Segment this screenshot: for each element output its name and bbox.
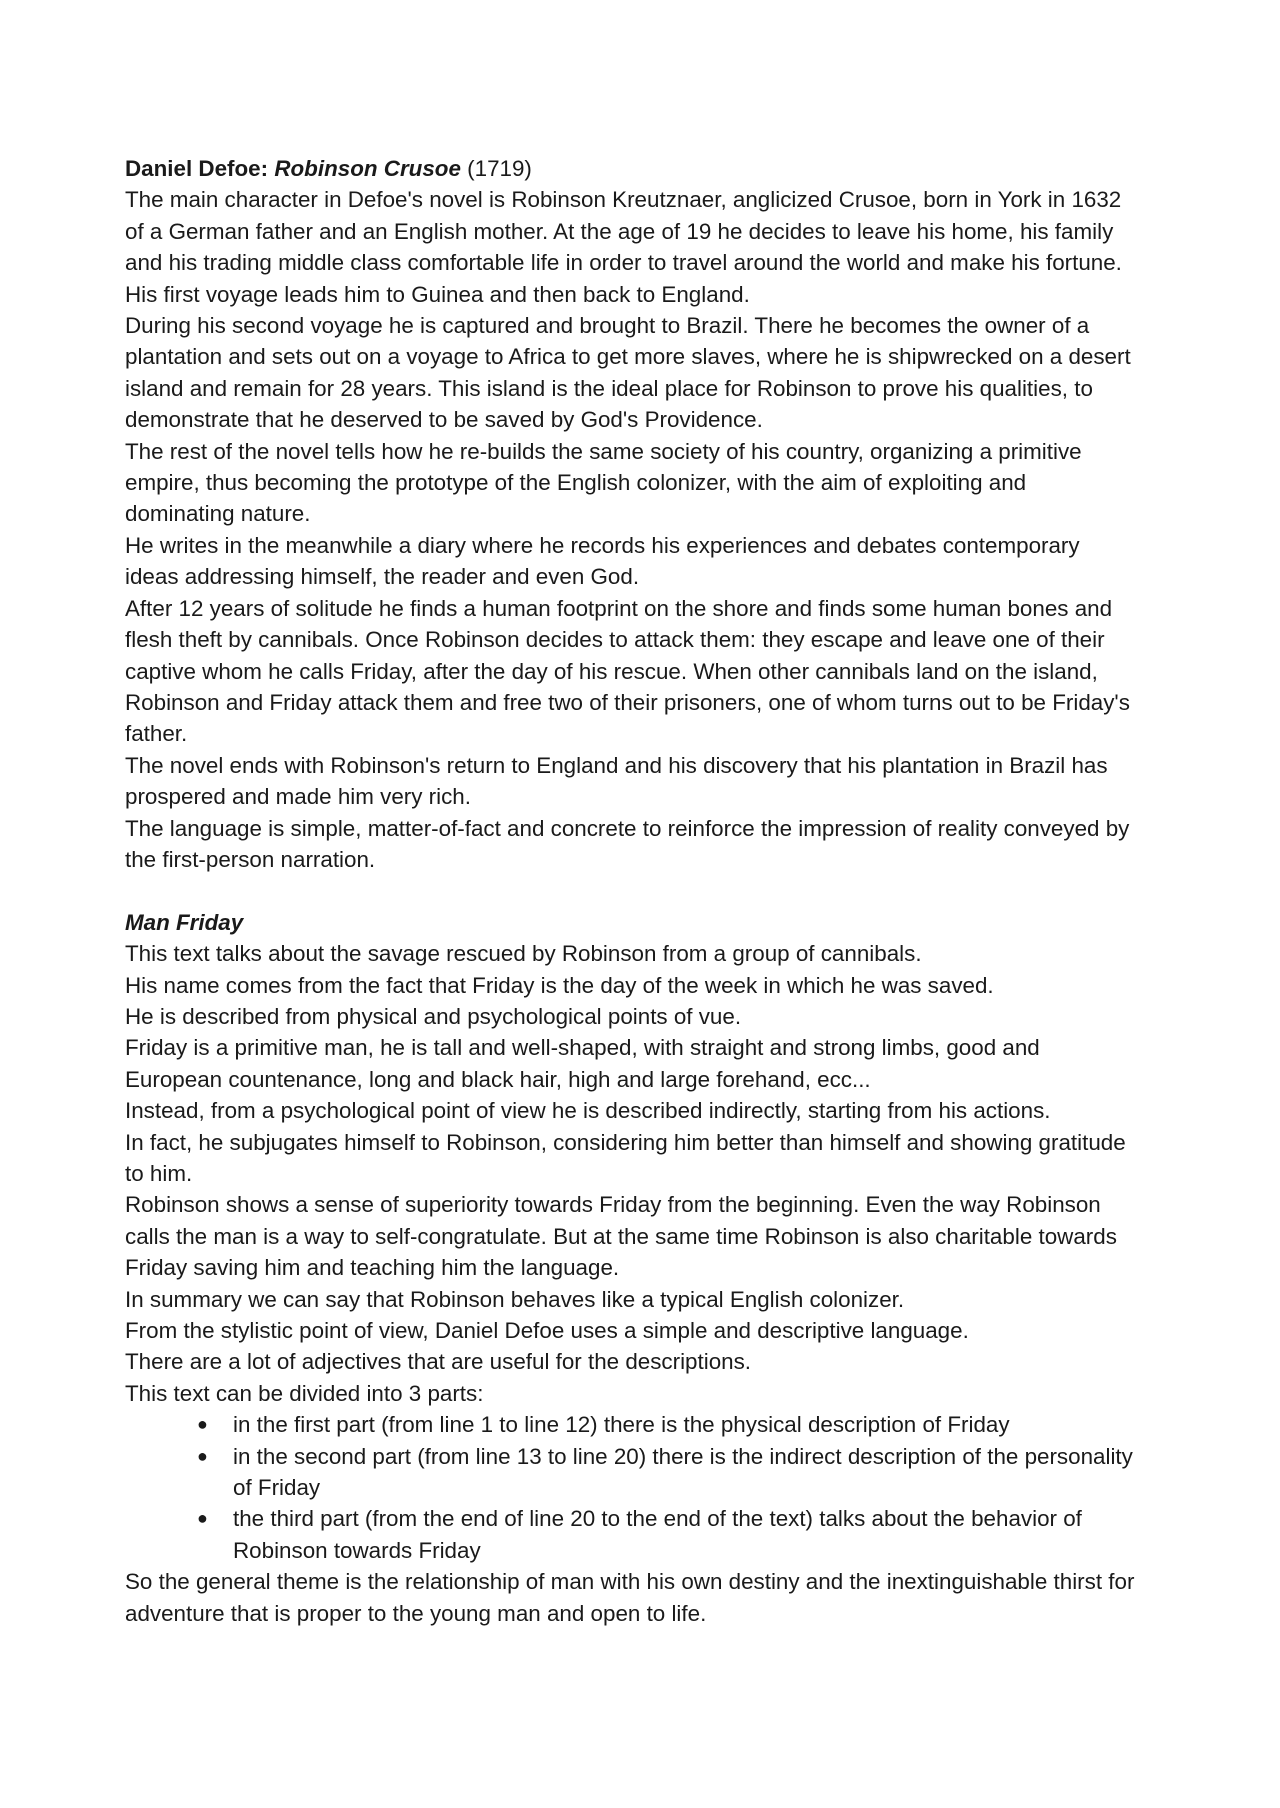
paragraph: In fact, he subjugates himself to Robinson, considering him better than himself and showing gratitude to him. [125, 1129, 1126, 1186]
paragraph: The rest of the novel tells how he re-builds the same society of his country, organizing a primitive empire, thus becoming the prototype of the English colonizer, with the aim of exploiting and dominating nature. [125, 438, 1082, 527]
list-item [125, 1503, 1135, 1566]
paragraph: Instead, from a psychological point of view he is described indirectly, starting from his actions. [125, 1098, 1051, 1124]
section-heading-man-friday: Man Friday [125, 909, 244, 935]
paragraph: From the stylistic point of view, Daniel Defoe uses a simple and descriptive language. [125, 1318, 969, 1344]
list-item-text: in the second part (from line 13 to line 20) there is the indirect description of the personality of Friday [233, 1443, 1133, 1501]
paragraph: His first voyage leads him to Guinea and then back to England. [125, 281, 750, 307]
blank-line [125, 875, 1135, 906]
conclusion-paragraph: So the general theme is the relationship of man with his own destiny and the inextinguishable thirst for adventure that is proper to the young man and open to life. [125, 1569, 1135, 1626]
paragraph: This text can be divided into 3 parts: [125, 1380, 484, 1406]
section-man-friday [125, 938, 1135, 1409]
parts-bullet-list [125, 1409, 1135, 1566]
heading-work-title: Robinson Crusoe [274, 156, 461, 181]
paragraph: Friday is a primitive man, he is tall and well-shaped, with straight and strong limbs, good and European countenance, long and black hair, high and large forehand, ecc... [125, 1035, 1040, 1092]
paragraph: After 12 years of solitude he finds a human footprint on the shore and finds some human bones and flesh theft by cannibals. Once Robinson decides to attack them: they escape and leave one of their captive whom he calls Friday, after the day of his rescue. When other cannibals land on the island, Robinson and Friday attack them and free two of their prisoners, one of whom turns out to be Friday's father. [125, 595, 1130, 747]
bullet-icon: ● [197, 1445, 208, 1466]
paragraph: His name comes from the fact that Friday is the day of the week in which he was saved. [125, 972, 994, 998]
paragraph: Robinson shows a sense of superiority towards Friday from the beginning. Even the way Robinson calls the man is a way to self-congratulate. But at the same time Robinson is also charitable towards Friday saving him and teaching him the language. [125, 1192, 1117, 1281]
document-heading [125, 153, 1135, 184]
list-item [125, 1441, 1135, 1504]
paragraph: There are a lot of adjectives that are useful for the descriptions. [125, 1349, 752, 1375]
paragraph: The language is simple, matter-of-fact and concrete to reinforce the impression of reality conveyed by the first-person narration. [125, 815, 1130, 872]
paragraph: In summary we can say that Robinson behaves like a typical English colonizer. [125, 1286, 905, 1312]
paragraph: During his second voyage he is captured and brought to Brazil. There he becomes the owner of a plantation and sets out on a voyage to Africa to get more slaves, where he is shipwrecked on a desert island and remain for 28 years. This island is the ideal place for Robinson to prove his qualities, to demonstrate that he deserved to be saved by God's Providence. [125, 313, 1131, 433]
paragraph: He is described from physical and psychological points of vue. [125, 1003, 742, 1029]
list-item [125, 1409, 1135, 1440]
paragraph: He writes in the meanwhile a diary where he records his experiences and debates contemporary ideas addressing himself, the reader and even God. [125, 532, 1080, 590]
heading-author: Daniel Defoe: [125, 156, 269, 181]
paragraph: This text talks about the savage rescued by Robinson from a group of cannibals. [125, 941, 922, 967]
paragraph: The novel ends with Robinson's return to England and his discovery that his plantation in Brazil has prospered and made him very rich. [125, 752, 1108, 810]
bullet-icon: ● [197, 1414, 208, 1435]
section-robinson-crusoe [125, 184, 1135, 875]
bullet-icon: ● [197, 1508, 208, 1529]
document-page [125, 153, 1135, 1629]
heading-year: (1719) [467, 156, 532, 181]
list-item-text: in the first part (from line 1 to line 12) there is the physical description of Friday [233, 1412, 1010, 1438]
list-item-text: the third part (from the end of line 20 to the end of the text) talks about the behavior of Robinson towards Friday [233, 1506, 1082, 1563]
paragraph: The main character in Defoe's novel is Robinson Kreutznaer, anglicized Crusoe, born in York in 1632 of a German father and an English mother. At the age of 19 he decides to leave his home, his family and his trading middle class comfortable life in order to travel around the world and make his fortune. [125, 187, 1122, 276]
